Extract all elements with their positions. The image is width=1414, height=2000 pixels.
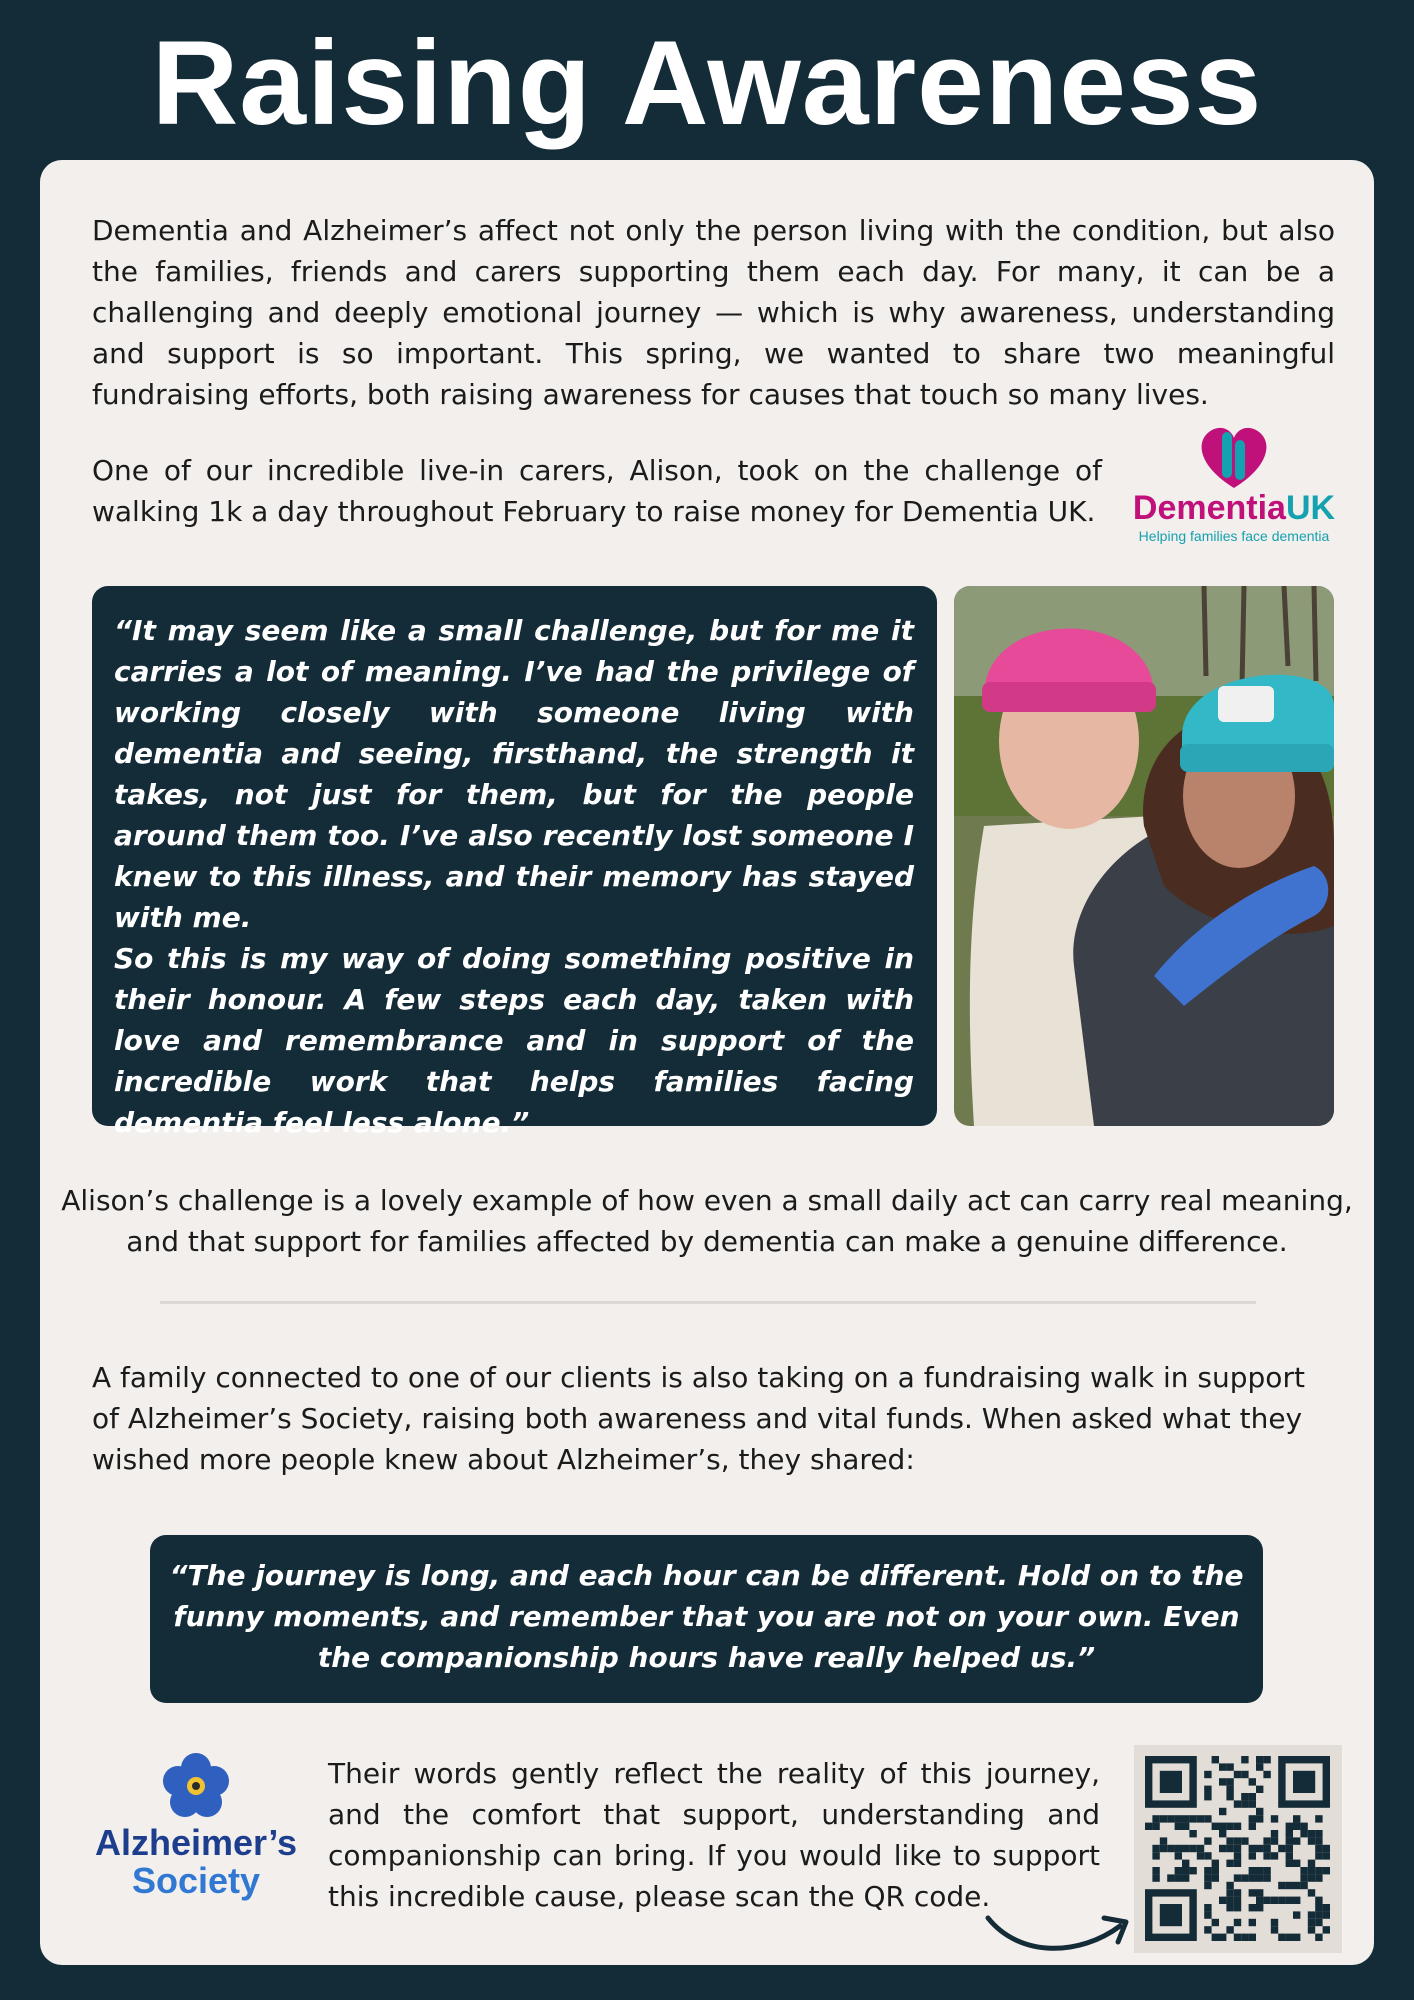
alzheimers-wordmark-line1: Alzheimer’s: [94, 1822, 298, 1863]
photo-illustration: [954, 586, 1334, 1126]
family-intro-paragraph: A family connected to one of our clients is also taking on a fundraising walk in support of Alzheimer’s Society, raising both awareness and vital funds. When asked what they wished more people knew about Alzheimer’s, they shared:: [92, 1361, 1305, 1476]
alzheimers-wordmark-line2: Society: [131, 1860, 261, 1901]
donation-qr-code[interactable]: [1134, 1745, 1342, 1953]
forget-me-not-icon: [90, 1750, 302, 1822]
dementia-uk-tagline: Helping families face dementia: [1138, 528, 1330, 544]
alison-quote-paragraph-2: So this is my way of doing something positive in their honour. A few steps each day, taken with love and remembrance and in support of the incredible work that helps families facing dementia feel less alone.”: [114, 942, 914, 1139]
content-card: [40, 160, 1374, 1965]
alzheimers-society-wordmark: [90, 1824, 302, 1900]
closing-paragraph: Their words gently reflect the reality of this journey, and the comfort that support, understanding and companionship can bring. If you would like to support this incredible cause, please scan the QR code.: [328, 1757, 1100, 1913]
family-quote-box: [150, 1535, 1263, 1703]
alison-intro-paragraph: One of our incredible live-in carers, Alison, took on the challenge of walking 1k a day throughout February to raise money for Dementia UK.: [92, 454, 1102, 528]
alison-selfie-photo: [954, 586, 1334, 1126]
alison-quote-box: [92, 586, 937, 1139]
section-divider: [160, 1301, 1256, 1304]
dementia-uk-heart-icon: [1128, 422, 1340, 492]
dementia-uk-wordmark: DementiaUK: [1132, 489, 1336, 527]
family-quote-text: “The journey is long, and each hour can be different. Hold on to the funny moments, and remember that you are not on your own. Even the companionship hours have really helped us.”: [169, 1559, 1244, 1674]
dementia-uk-logo: [1128, 422, 1340, 552]
qr-code-pattern: [1134, 1745, 1342, 1953]
alison-summary-paragraph: Alison’s challenge is a lovely example of how even a small daily act can carry real meaning, and that support for families affected by dementia can make a genuine difference.: [61, 1184, 1353, 1258]
page-title: Raising Awareness: [151, 16, 1263, 150]
curved-arrow-icon: [980, 1878, 1140, 1958]
alzheimers-society-logo: [90, 1750, 302, 1910]
intro-paragraph: Dementia and Alzheimer’s affect not only the person living with the condition, but also the families, friends and carers supporting them each day. For many, it can be a challenging and deeply emotional journey — which is why awareness, understanding and support is so important. This spring, we wanted to share two meaningful fundraising efforts, both raising awareness for causes that touch so many lives.: [92, 214, 1335, 411]
alison-quote-paragraph-1: “It may seem like a small challenge, but for me it carries a lot of meaning. I’ve had the privilege of working closely with someone living with dementia and seeing, firsthand, the strength it takes, not just for them, but for the people around them too. I’ve also recently lost someone I knew to this illness, and their memory has stayed with me.: [114, 614, 914, 934]
